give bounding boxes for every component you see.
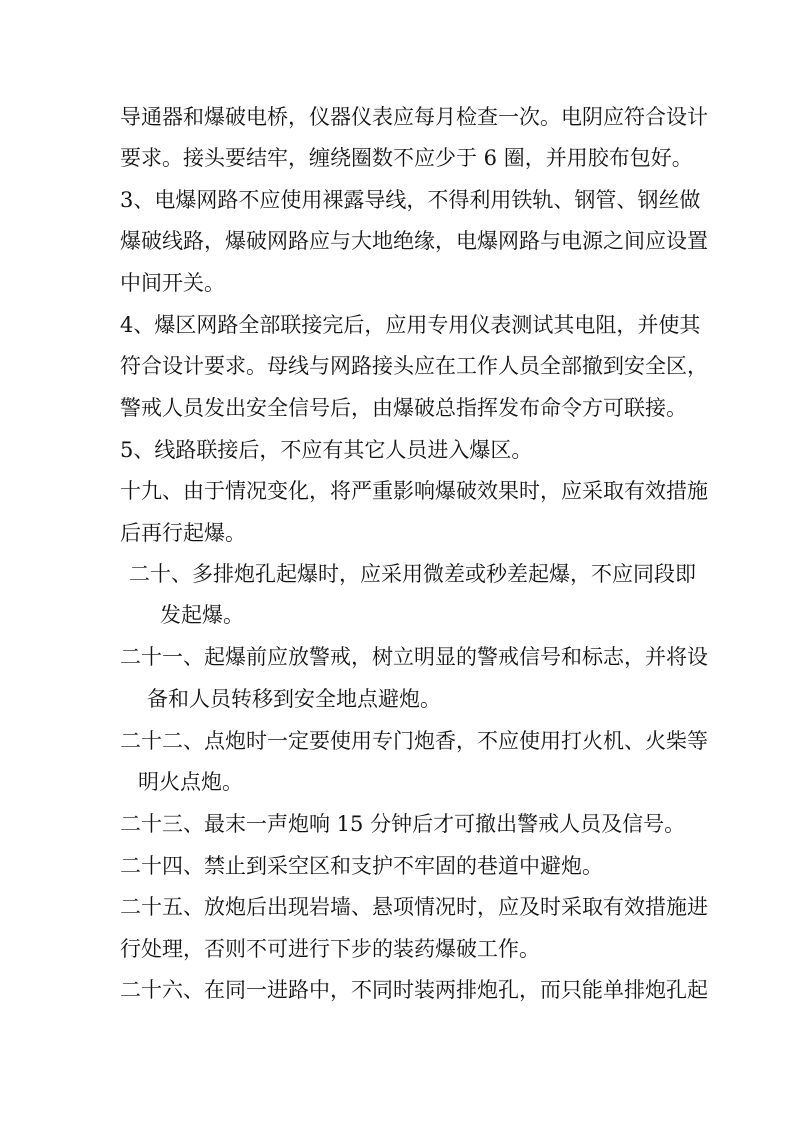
- text-line: 备和人员转移到安全地点避炮。: [147, 687, 441, 711]
- text-line: 后再行起爆。: [120, 521, 246, 545]
- text-line: 警戒人员发出安全信号后，由爆破总指挥发布命令方可联接。: [120, 396, 687, 420]
- text-line: 二十二、点炮时一定要使用专门炮香，不应使用打火机、火柴等: [120, 729, 708, 753]
- text-line: 十九、由于情况变化，将严重影响爆破效果时，应采取有效措施: [120, 479, 708, 503]
- text-line: 二十、多排炮孔起爆时，应采用微差或秒差起爆，不应同段即: [129, 562, 696, 586]
- text-line: 5、线路联接后，不应有其它人员进入爆区。: [120, 438, 533, 462]
- text-line: 行处理，否则不可进行下步的装药爆破工作。: [120, 937, 540, 961]
- text-line: 二十六、在同一进路中，不同时装两排炮孔，而只能单排炮孔起: [120, 978, 708, 1002]
- text-line: 中间开关。: [120, 271, 225, 295]
- text-line: 4、爆区网路全部联接完后，应用专用仪表测试其电阻，并使其: [120, 313, 701, 337]
- text-line: 明火点炮。: [138, 770, 243, 794]
- text-line: 二十五、放炮后出现岩墙、悬项情况时，应及时采取有效措施进: [120, 895, 708, 919]
- text-line: 二十一、起爆前应放警戒，树立明显的警戒信号和标志，并将设: [120, 645, 708, 669]
- text-line: 爆破线路，爆破网路应与大地绝缘，电爆网路与电源之间应设置: [120, 229, 708, 253]
- text-line: 3、电爆网路不应使用裸露导线，不得利用铁轨、钢管、钢丝做: [120, 188, 701, 212]
- text-line: 要求。接头要结牢，缠绕圈数不应少于 6 圈，并用胶布包好。: [120, 146, 693, 170]
- text-line: 导通器和爆破电桥，仪器仪表应每月检查一次。电阴应符合设计: [120, 105, 708, 129]
- text-line: 发起爆。: [160, 603, 244, 627]
- text-line: 二十三、最末一声炮响 15 分钟后才可撤出警戒人员及信号。: [120, 812, 686, 836]
- text-line: 符合设计要求。母线与网路接头应在工作人员全部撤到安全区，: [120, 354, 708, 378]
- text-line: 二十四、禁止到采空区和支护不牢固的巷道中避炮。: [120, 854, 603, 878]
